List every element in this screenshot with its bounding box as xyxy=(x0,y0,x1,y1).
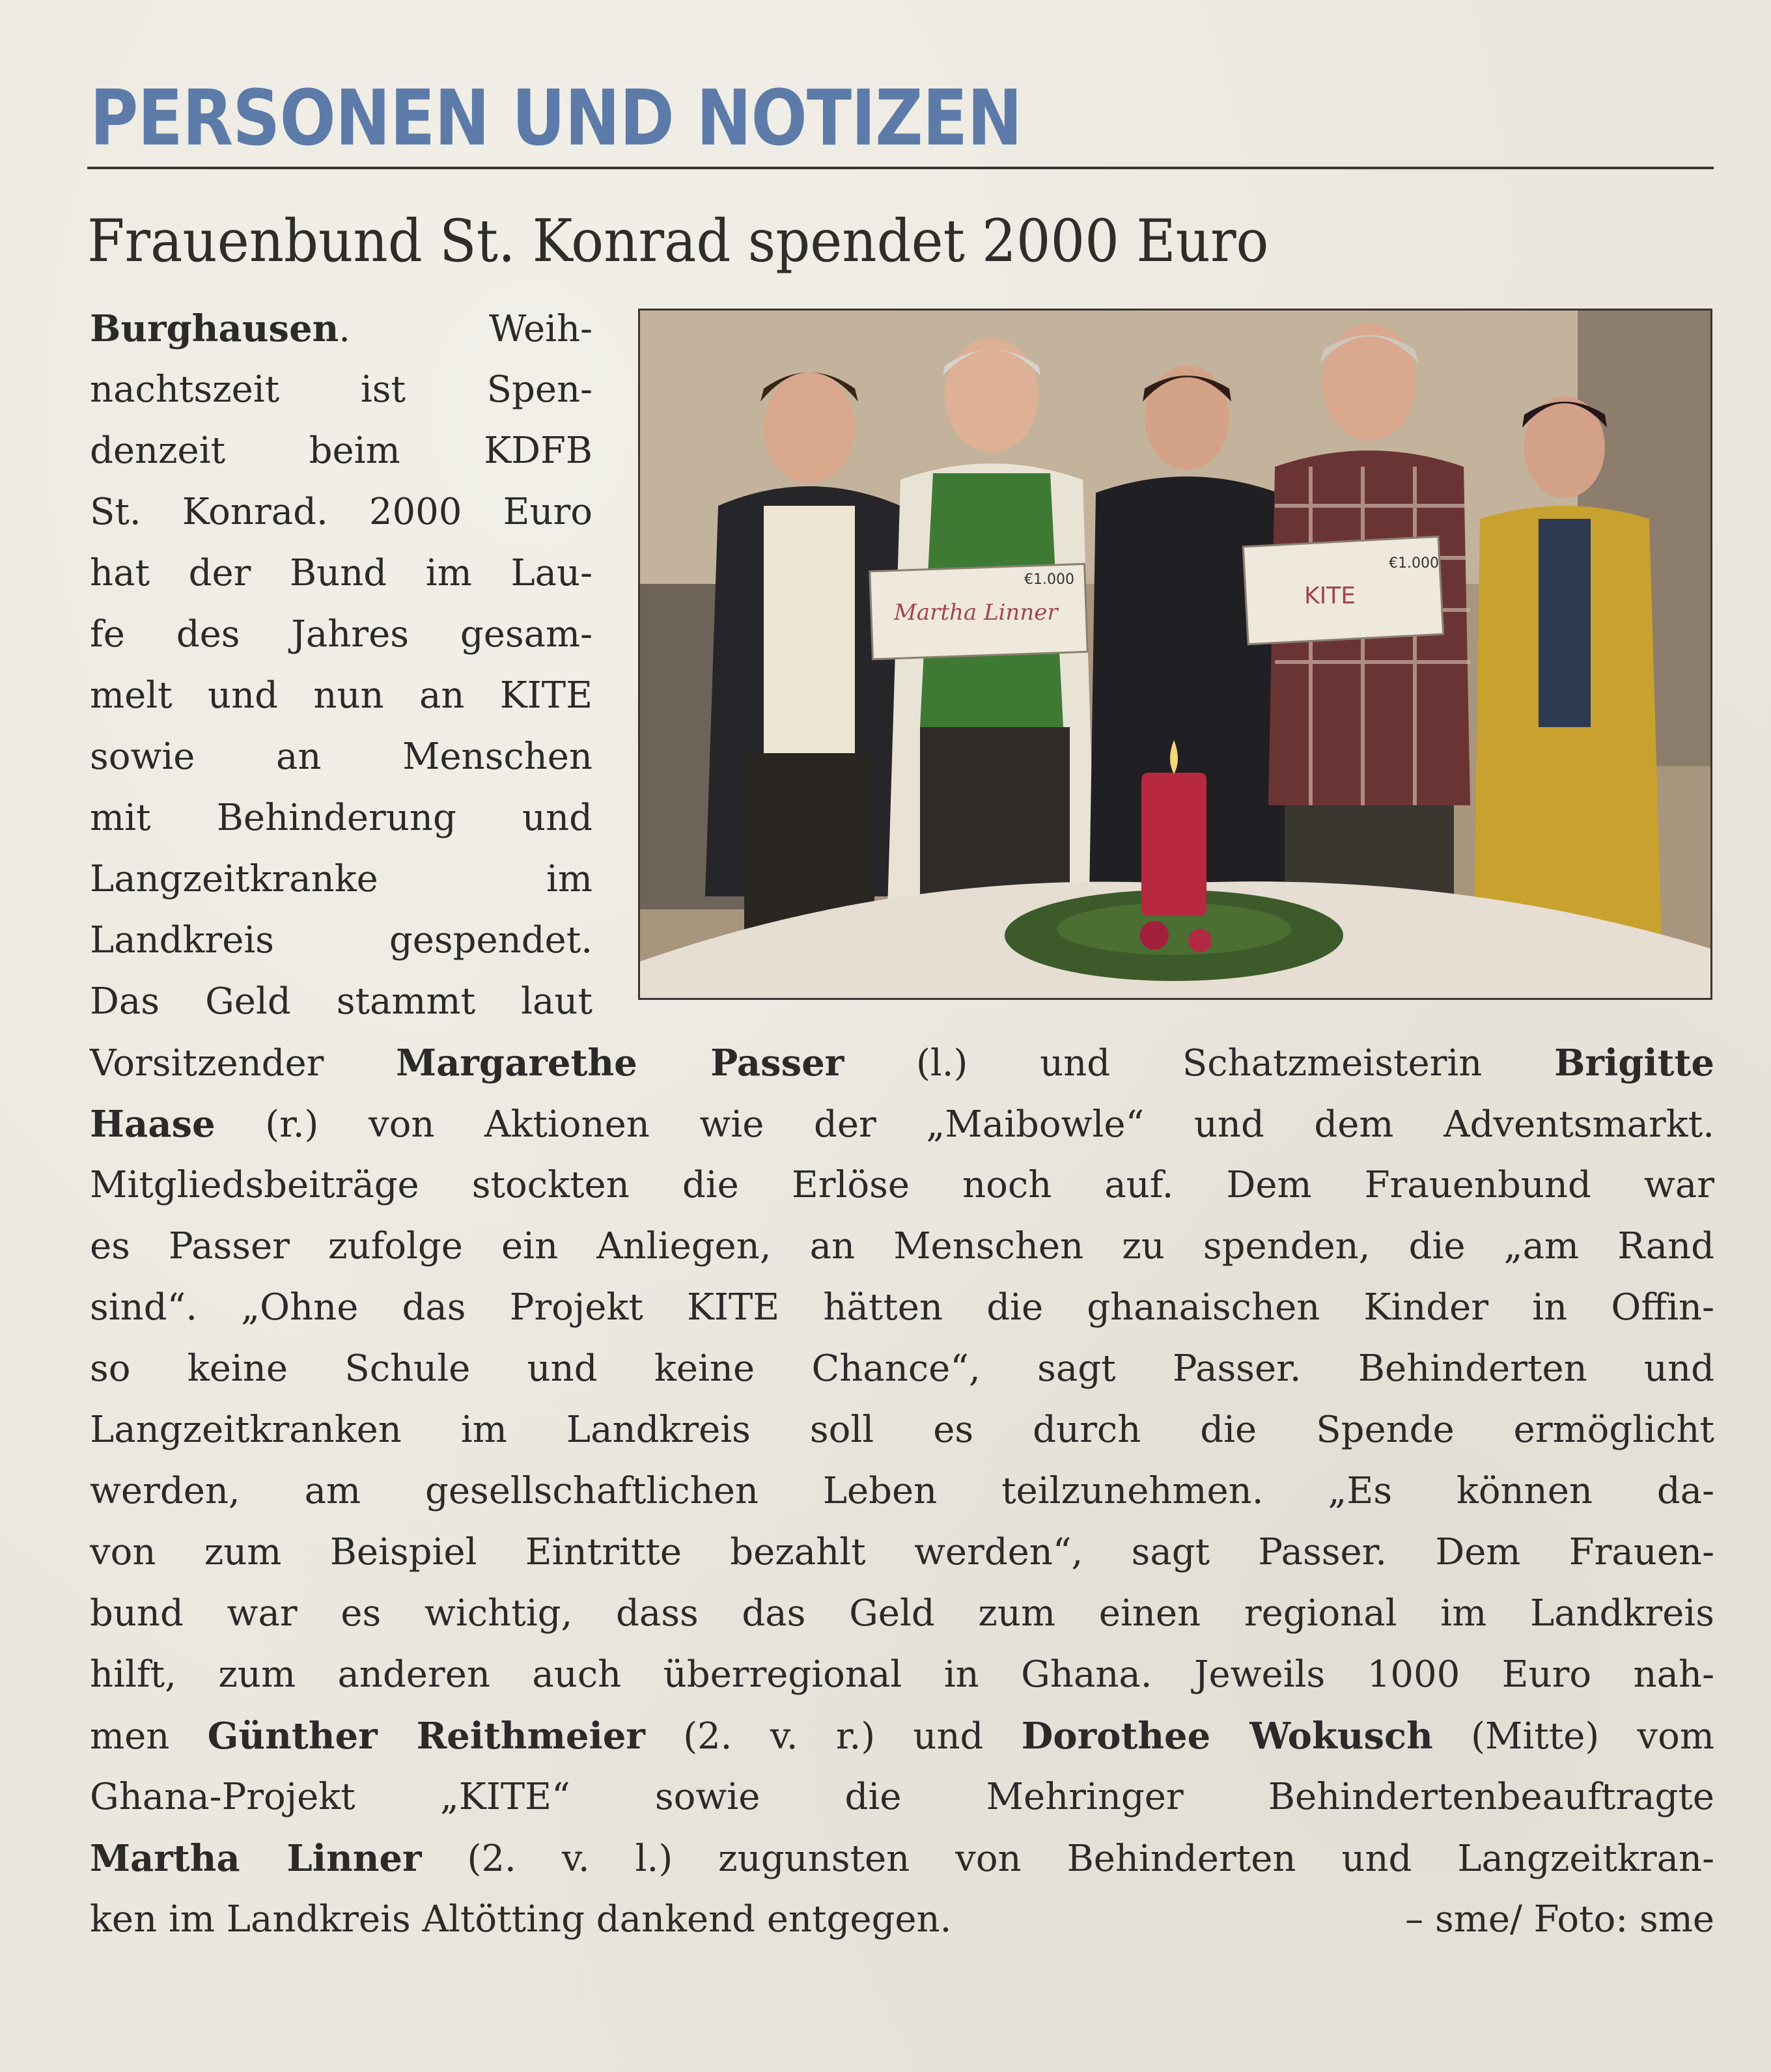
text-line: nachtszeit ist Spen- xyxy=(90,368,593,411)
text-span: Vorsitzender xyxy=(90,1042,397,1084)
article-body xyxy=(90,1032,1714,1950)
text-line xyxy=(90,1889,1714,1950)
person-name: Brigitte xyxy=(1554,1042,1714,1084)
text-line xyxy=(90,1828,1714,1889)
person-name: Margarethe Passer xyxy=(396,1042,844,1084)
text-line: Landkreis gespendet. xyxy=(90,919,593,961)
text-line xyxy=(90,1032,1714,1094)
text-line: bund war es wichtig, dass das Geld zum einen regional im Landkreis xyxy=(90,1592,1714,1635)
text-line: Ghana-Projekt „KITE“ sowie die Mehringer Behindertenbeauftragte xyxy=(90,1776,1714,1818)
check-left-amount: €1.000 xyxy=(1024,572,1074,588)
text-line: Das Geld stammt laut xyxy=(90,980,593,1023)
text-line: es Passer zufolge ein Anliegen, an Menschen zu spenden, die „am Rand xyxy=(90,1225,1714,1267)
article-photo xyxy=(638,309,1712,1000)
person-name: Haase xyxy=(90,1103,216,1146)
text-span: (2. v. l.) zugunsten von Behinderten und Langzeitkran- xyxy=(421,1838,1714,1880)
article-column-text xyxy=(90,298,593,1032)
text-line: mit Behinderung und xyxy=(90,797,593,839)
text-line: denzeit beim KDFB xyxy=(90,430,593,472)
text-span: (l.) und Schatzmeisterin xyxy=(844,1042,1555,1084)
donation-check-left xyxy=(870,564,1088,659)
text-line: sind“. „Ohne das Projekt KITE hätten die ghanaischen Kinder in Offin- xyxy=(90,1286,1714,1329)
person-name: Dorothee Wokusch xyxy=(1021,1715,1433,1758)
donation-check-right xyxy=(1243,536,1443,644)
check-right-amount: €1.000 xyxy=(1389,555,1439,572)
check-right-name: KITE xyxy=(1304,583,1356,609)
text-line: melt und nun an KITE xyxy=(90,674,593,717)
text-span: (Mitte) vom xyxy=(1432,1715,1714,1758)
section-rule xyxy=(87,167,1714,169)
text-line: Mitgliedsbeiträge stockten die Erlöse noch auf. Dem Frauenbund war xyxy=(90,1164,1714,1206)
text-line: fe des Jahres gesam- xyxy=(90,613,593,656)
text-span: . Weih- xyxy=(339,308,593,350)
text-span: ken im Landkreis Altötting dankend entgegen. xyxy=(90,1898,952,1941)
text-line: werden, am gesellschaftlichen Leben teilzunehmen. „Es können da- xyxy=(90,1470,1714,1512)
photo-credit: – sme/ Foto: sme xyxy=(1405,1898,1714,1941)
text-line: von zum Beispiel Eintritte bezahlt werden“, sagt Passer. Dem Frauen- xyxy=(90,1531,1714,1573)
text-line xyxy=(90,298,593,359)
person-name: Günther Reithmeier xyxy=(207,1715,645,1758)
text-line: so keine Schule und keine Chance“, sagt Passer. Behinderten und xyxy=(90,1347,1714,1390)
text-span: (2. v. r.) und xyxy=(645,1715,1022,1758)
dateline: Burghausen xyxy=(90,307,339,350)
article-headline: Frauenbund St. Konrad spendet 2000 Euro xyxy=(87,207,1269,275)
text-span: men xyxy=(90,1715,208,1758)
text-line: Langzeitkranke im xyxy=(90,858,593,900)
text-line: hat der Bund im Lau- xyxy=(90,552,593,594)
text-span: (r.) von Aktionen wie der „Maibowle“ und dem Adventsmarkt. xyxy=(215,1103,1714,1146)
text-line: Langzeitkranken im Landkreis soll es durch die Spende ermöglicht xyxy=(90,1409,1714,1451)
text-line: sowie an Menschen xyxy=(90,736,593,778)
section-title: PERSONEN UND NOTIZEN xyxy=(90,73,1022,163)
text-line: St. Konrad. 2000 Euro xyxy=(90,491,593,533)
person-name: Martha Linner xyxy=(90,1837,422,1880)
text-line xyxy=(90,1706,1714,1767)
check-left-name: Martha Linner xyxy=(894,600,1058,626)
text-line: hilft, zum anderen auch überregional in Ghana. Jeweils 1000 Euro nah- xyxy=(90,1653,1714,1696)
text-line xyxy=(90,1094,1714,1155)
